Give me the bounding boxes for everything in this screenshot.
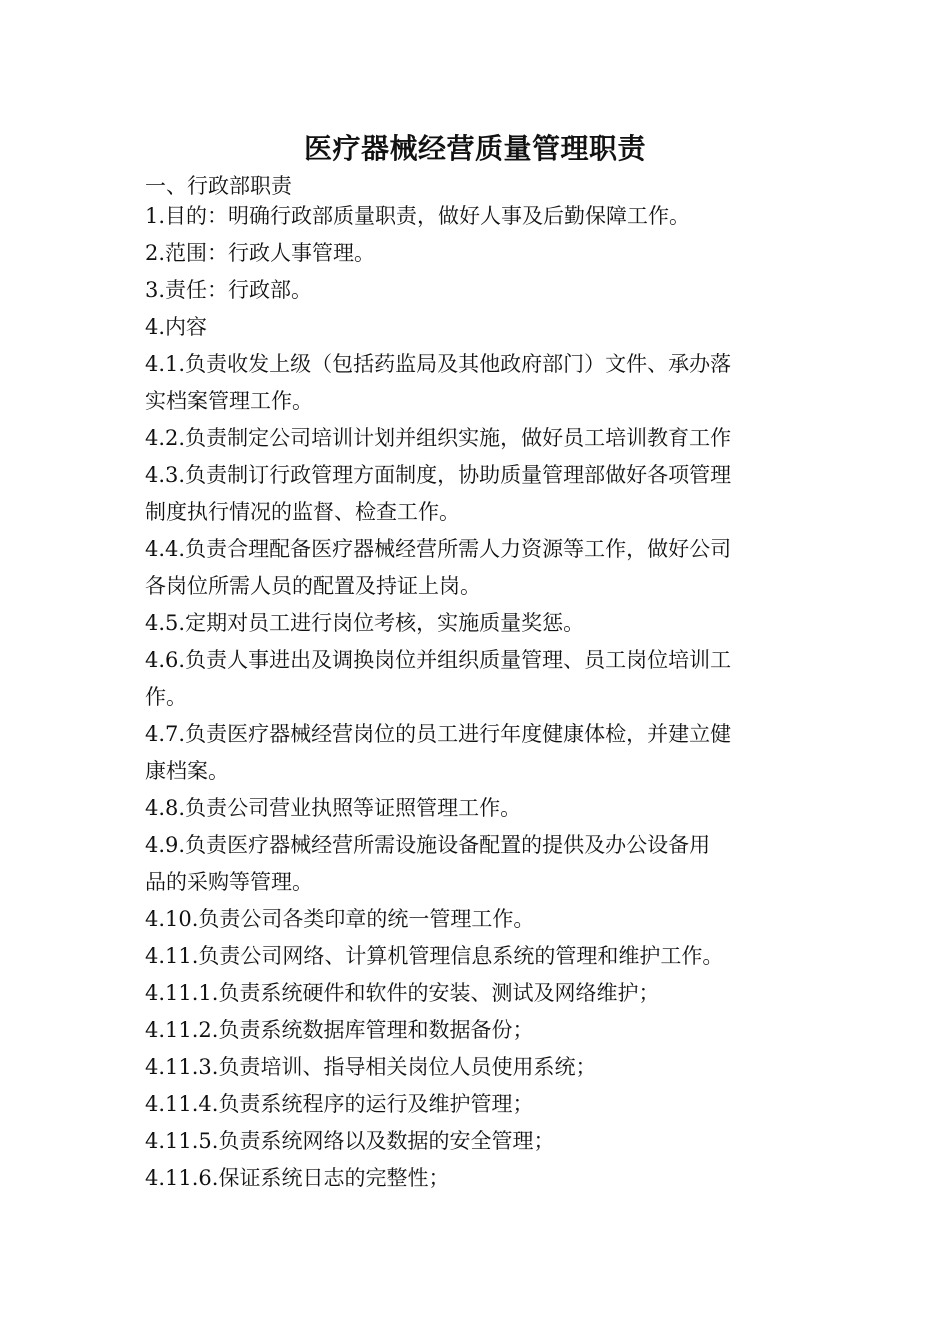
text-line: 4.9.负责医疗器械经营所需设施设备配置的提供及办公设备用 (145, 833, 711, 857)
text-line: 2.范围：行政人事管理。 (145, 241, 376, 265)
text-line: 4.11.负责公司网络、计算机管理信息系统的管理和维护工作。 (145, 944, 724, 968)
text-line: 4.内容 (145, 315, 208, 339)
text-line: 4.4.负责合理配备医疗器械经营所需人力资源等工作，做好公司 (145, 537, 732, 561)
text-line: 4.11.4.负责系统程序的运行及维护管理； (145, 1092, 534, 1116)
text-line: 4.11.6.保证系统日志的完整性； (145, 1166, 450, 1190)
text-line: 实档案管理工作。 (145, 389, 313, 413)
text-line: 制度执行情况的监督、检查工作。 (145, 500, 460, 524)
text-line: 4.11.2.负责系统数据库管理和数据备份； (145, 1018, 534, 1042)
text-line: 4.8.负责公司营业执照等证照管理工作。 (145, 796, 522, 820)
text-line: 3.责任：行政部。 (145, 278, 313, 302)
text-line: 4.2.负责制定公司培训计划并组织实施，做好员工培训教育工作 (145, 426, 732, 450)
text-line: 4.11.5.负责系统网络以及数据的安全管理； (145, 1129, 555, 1153)
text-line: 4.10.负责公司各类印章的统一管理工作。 (145, 907, 535, 931)
text-line: 4.1.负责收发上级（包括药监局及其他政府部门）文件、承办落 (145, 352, 732, 376)
text-line: 品的采购等管理。 (145, 870, 313, 894)
text-line: 各岗位所需人员的配置及持证上岗。 (145, 574, 481, 598)
text-line: 4.7.负责医疗器械经营岗位的员工进行年度健康体检，并建立健 (145, 722, 732, 746)
document-title: 医疗器械经营质量管理职责 (303, 132, 646, 165)
text-line: 康档案。 (145, 759, 229, 783)
document-body (145, 174, 809, 1197)
text-line: 4.11.1.负责系统硬件和软件的安装、测试及网络维护； (145, 981, 660, 1005)
text-line: 4.5.定期对员工进行岗位考核，实施质量奖惩。 (145, 611, 585, 635)
text-line: 4.6.负责人事进出及调换岗位并组织质量管理、员工岗位培训工 (145, 648, 732, 672)
section-heading: 一、行政部职责 (145, 174, 292, 198)
text-line: 4.11.3.负责培训、指导相关岗位人员使用系统； (145, 1055, 597, 1079)
text-line: 4.3.负责制订行政管理方面制度，协助质量管理部做好各项管理 (145, 463, 732, 487)
text-line: 1.目的：明确行政部质量职责，做好人事及后勤保障工作。 (145, 204, 691, 228)
text-line: 作。 (145, 685, 187, 709)
